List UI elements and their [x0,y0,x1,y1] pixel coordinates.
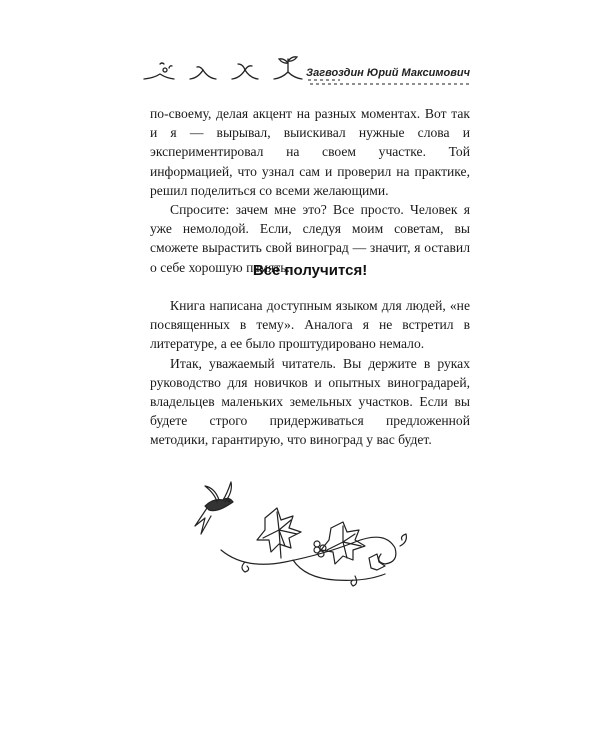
paragraph: по-своему, делая акцент на разных моментах. Вот так и я — вырывал, выискивал нужные слова и экспериментировал на своем участке. Той информацией, что узнал сам и проверил на практике, решил поделиться со всеми желающими. [150,106,470,198]
swallow-and-grapevine-icon [185,478,425,598]
page-header [140,50,470,90]
paragraph: Спросите: зачем мне это? Все просто. Человек я уже немолодой. Если, следуя моим советам, вы сможете вырастить свой виноград — значит, я оставил о себе хорошую память. [150,202,470,275]
author-name: Загвоздин Юрий Максимович [306,67,470,79]
section-one-text [150,104,470,277]
section-heading: Все получится! [252,262,368,279]
paragraph: Итак, уважаемый читатель. Вы держите в руках руководство для новичков и опытных виноградарей, владельцев маленьких земельных участков. Если вы будете строго придерживаться предложенной методики, гарантирую, что виноград у вас будет. [150,355,470,448]
paragraph: Книга написана доступным языком для людей, «не посвященных в тему». Аналога я не встретил в литературе, а ее было проштудировано немало. [150,298,470,352]
section-two-text [150,296,470,450]
